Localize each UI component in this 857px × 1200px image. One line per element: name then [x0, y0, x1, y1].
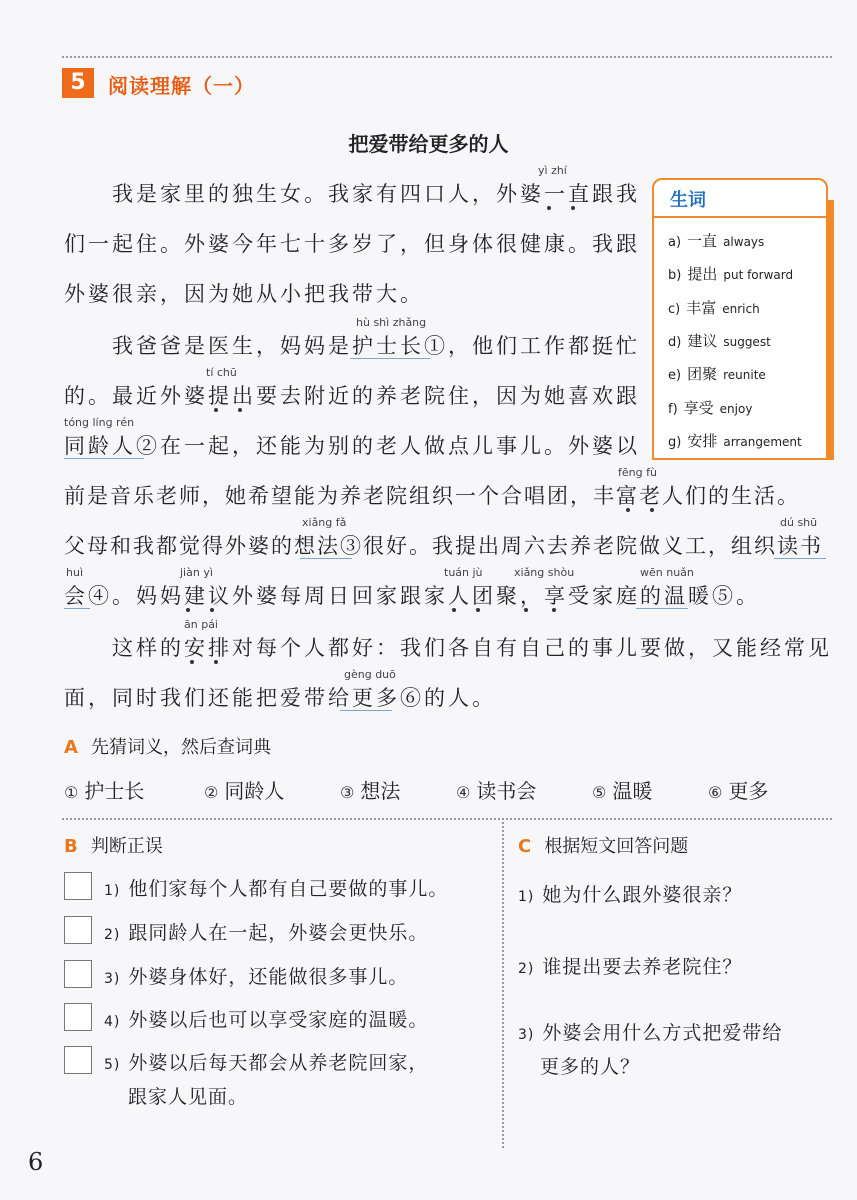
vocab-box: [652, 178, 828, 460]
pinyin-xiangfa: xiǎng fǎ: [302, 516, 347, 529]
underline-tonglingren: [64, 458, 144, 459]
pinyin-yizhi: yì zhí: [538, 164, 567, 177]
pinyin-tichu: tí chū: [206, 366, 237, 379]
vocab-box-side-accent: [828, 200, 834, 460]
passage-line-3: 外婆很亲，因为她从小把我带大。: [64, 282, 424, 306]
statement-5: 5) 外婆以后每天都会从养老院回家，: [104, 1052, 429, 1074]
passage-line-11: 面，同时我们还能把爱带给更多⑥的人。: [64, 686, 496, 710]
underline-xiangfa: [300, 558, 352, 559]
section-a-word-6: ⑥ 更多: [708, 779, 769, 803]
passage-line-4: 我爸爸是医生，妈妈是护士长①，他们工作都挺忙: [112, 334, 640, 358]
section-a-word-2: ② 同龄人: [204, 779, 285, 803]
lesson-title: 阅读理解（一）: [108, 74, 255, 98]
emphasis-dot: [476, 608, 480, 612]
emphasis-dot: [524, 608, 528, 612]
passage-line-9: 会④。妈妈建议外婆每周日回家跟家人团聚，享受家庭的温暖⑤。: [64, 584, 760, 608]
true-false-checkbox-3[interactable]: [64, 960, 92, 988]
question-2: 2) 谁提出要去养老院住？: [518, 956, 743, 978]
pinyin-dushu: dú shū: [780, 516, 818, 529]
question-1: 1) 她为什么跟外婆很亲？: [518, 884, 743, 906]
emphasis-dot: [238, 408, 242, 412]
vocab-item-c: c) 丰富 enrich: [668, 299, 760, 317]
emphasis-dot: [452, 608, 456, 612]
section-b-letter: B: [64, 836, 78, 857]
emphasis-dot: [214, 408, 218, 412]
statement-4: 4) 外婆以后也可以享受家庭的温暖。: [104, 1009, 429, 1031]
pinyin-hui: huì: [66, 566, 83, 579]
true-false-checkbox-4[interactable]: [64, 1003, 92, 1031]
passage-title: 把爱带给更多的人: [348, 132, 509, 156]
pinyin-gengduo: gèng duō: [344, 668, 396, 681]
section-a-word-3: ③ 想法: [340, 779, 401, 803]
section-a-word-5: ⑤ 温暖: [592, 779, 653, 803]
emphasis-dot: [210, 608, 214, 612]
section-c-letter: C: [518, 836, 532, 857]
emphasis-dot: [571, 206, 575, 210]
emphasis-dot: [552, 608, 556, 612]
passage-line-2: 们一起住。外婆今年七十多岁了，但身体很健康。我跟: [64, 232, 640, 256]
underline-hushizhang: [350, 358, 430, 359]
pinyin-tuanju: tuán jù: [444, 566, 483, 579]
vocab-title: 生词: [670, 190, 706, 211]
passage-line-10: 这样的安排对每个人都好：我们各自有自己的事儿要做，又能经常见: [112, 636, 832, 660]
underline-wennuan: [636, 608, 688, 609]
column-divider: [502, 818, 504, 1148]
passage-line-7: 前是音乐老师，她希望能为养老院组织一个合唱团，丰富老人们的生活。: [64, 484, 800, 508]
vocab-item-b: b) 提出 put forward: [668, 265, 794, 283]
section-a-header: [64, 733, 271, 759]
section-a-title: 先猜词义，然后查词典: [91, 737, 272, 758]
statement-2: 2) 跟同龄人在一起，外婆会更快乐。: [104, 922, 429, 944]
true-false-checkbox-5[interactable]: [64, 1046, 92, 1074]
underline-gengduo: [340, 710, 392, 711]
section-b-title: 判断正误: [90, 836, 163, 857]
statement-3: 3) 外婆身体好，还能做很多事儿。: [104, 966, 409, 988]
lesson-number-badge: 5: [62, 68, 94, 98]
section-a-word-1: ① 护士长: [64, 779, 145, 803]
pinyin-wennuan: wēn nuǎn: [640, 566, 694, 579]
pinyin-jianyi: jiàn yì: [180, 566, 213, 579]
pinyin-hushizhang: hù shì zhǎng: [356, 316, 427, 329]
passage-line-6: 同龄人②在一起，还能为别的老人做点儿事儿。外婆以: [64, 434, 640, 458]
section-c-header: [518, 832, 688, 858]
vocab-item-a: a) 一直 always: [668, 232, 765, 250]
pinyin-xiangshou: xiǎng shòu: [514, 566, 575, 579]
page-number: 6: [28, 1148, 44, 1176]
statement-1: 1) 他们家每个人都有自己要做的事儿。: [104, 878, 449, 900]
vocab-item-e: e) 团聚 reunite: [668, 365, 766, 383]
underline-hui: [64, 608, 90, 609]
pinyin-fengfu: fēng fù: [618, 466, 657, 479]
underline-dushu: [774, 558, 826, 559]
question-3: 3) 外婆会用什么方式把爱带给: [518, 1022, 783, 1044]
statement-5-continued: 跟家人见面。: [128, 1086, 249, 1108]
section-c-title: 根据短文回答问题: [544, 836, 689, 857]
section-a-word-4: ④ 读书会: [456, 779, 537, 803]
section-divider: [62, 818, 832, 820]
pinyin-tonglingren: tóng líng rén: [64, 416, 135, 429]
emphasis-dot: [214, 660, 218, 664]
emphasis-dot: [547, 206, 551, 210]
emphasis-dot: [626, 508, 630, 512]
pinyin-anpai: ān pái: [184, 618, 218, 631]
emphasis-dot: [650, 508, 654, 512]
emphasis-dot: [190, 660, 194, 664]
passage-line-8: 父母和我都觉得外婆的想法③很好。我提出周六去养老院做义工，组织读书: [64, 534, 823, 558]
emphasis-dot: [186, 608, 190, 612]
vocab-item-f: f) 享受 enjoy: [668, 399, 753, 417]
question-3-continued: 更多的人？: [540, 1056, 641, 1078]
true-false-checkbox-2[interactable]: [64, 916, 92, 944]
passage-line-1: 我是家里的独生女。我家有四口人，外婆一直跟我: [112, 182, 640, 206]
vocab-box-header: [654, 180, 826, 218]
true-false-checkbox-1[interactable]: [64, 872, 92, 900]
section-a-letter: A: [64, 737, 78, 758]
section-b-header: [64, 832, 163, 858]
passage-line-5: 的。最近外婆提出要去附近的养老院住，因为她喜欢跟: [64, 384, 640, 408]
vocab-item-d: d) 建议 suggest: [668, 332, 771, 350]
vocab-item-g: g) 安排 arrangement: [668, 432, 802, 450]
top-dotted-divider: [62, 56, 832, 58]
